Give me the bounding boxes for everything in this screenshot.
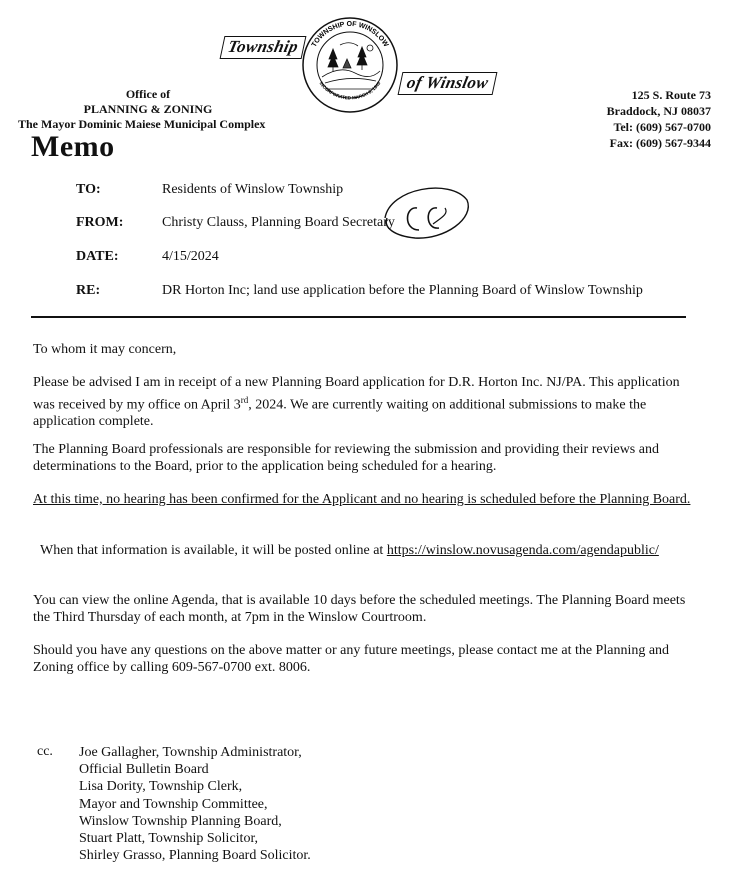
- paragraph-online-info: When that information is available, it will be posted online at https://winslow.novusagenda.com/agendapublic/: [40, 543, 659, 558]
- cc-recipient: Stuart Platt, Township Solicitor,: [79, 831, 259, 847]
- cc-recipient: Joe Gallagher, Township Administrator,: [79, 745, 302, 760]
- logo-wordmark-township: Township: [220, 36, 307, 59]
- agenda-link[interactable]: https://winslow.novusagenda.com/agendapublic/: [386, 543, 659, 558]
- from-value: Christy Clauss, Planning Board Secretary: [162, 215, 395, 230]
- re-label: RE:: [76, 283, 101, 298]
- greeting: To whom it may concern,: [33, 342, 177, 357]
- to-label: TO:: [76, 182, 101, 197]
- date-label: DATE:: [76, 249, 119, 264]
- address-city: Braddock, NJ 08037: [606, 104, 711, 118]
- signature-initials: [375, 178, 475, 248]
- cc-recipient: Winslow Township Planning Board,: [79, 813, 282, 829]
- from-label: FROM:: [76, 215, 124, 230]
- header-divider: [31, 316, 686, 318]
- logo-wordmark-winslow: of Winslow: [398, 72, 498, 95]
- cc-label: cc.: [37, 744, 53, 759]
- letterhead-address: [607, 87, 711, 151]
- cc-recipient: Shirley Grasso, Planning Board Solicitor.: [79, 848, 311, 864]
- cc-recipient: Lisa Dority, Township Clerk,: [79, 779, 243, 795]
- seal-top-text: TOWNSHIP OF WINSLOW: [310, 20, 390, 49]
- date-value: 4/15/2024: [162, 249, 219, 264]
- township-seal: [300, 15, 400, 115]
- to-value: Residents of Winslow Township: [162, 182, 344, 197]
- office-line: Office of: [125, 87, 171, 101]
- seal-bottom-text: INCORPORATED MARCH 8, 1845: [318, 80, 382, 101]
- paragraph-professionals: The Planning Board professionals are responsible for reviewing the submission and providing their reviews and determinations to the Board, prior to the application being scheduled for a hearing.: [33, 442, 659, 474]
- paragraph-agenda: You can view the online Agenda, that is available 10 days before the scheduled meetings. The Planning Board meets the Third Thursday of each month, at 7pm in the Winslow Courtroom.: [33, 593, 686, 625]
- department-name: PLANNING & ZONING: [83, 102, 213, 116]
- cc-recipient: Mayor and Township Committee,: [79, 796, 268, 812]
- memo-title: Memo: [31, 130, 115, 163]
- cc-recipient: Official Bulletin Board: [79, 762, 209, 778]
- address-street: 125 S. Route 73: [631, 88, 711, 102]
- complex-name: The Mayor Dominic Maiese Municipal Complex: [18, 117, 266, 131]
- cc-list: [79, 744, 311, 864]
- paragraph-no-hearing: At this time, no hearing has been confirmed for the Applicant and no hearing is scheduled before the Planning Board.: [33, 492, 691, 507]
- paragraph-contact: Should you have any questions on the above matter or any future meetings, please contact me at the Planning and Zoning office by calling 609-567-0700 ext. 8006.: [33, 643, 670, 675]
- paragraph-application-received: Please be advised I am in receipt of a new Planning Board application for D.R. Horton Inc. NJ/PA. This application was received by my office on April 3rd, 2024. We are currently waiting on additional submissions to make the application complete.: [33, 375, 680, 429]
- seal-scene: [322, 43, 380, 89]
- re-value: DR Horton Inc; land use application before the Planning Board of Winslow Township: [162, 283, 643, 298]
- letterhead-left: [0, 87, 296, 132]
- fax: Fax: (609) 567-9344: [609, 136, 711, 150]
- phone: Tel: (609) 567-0700: [613, 120, 711, 134]
